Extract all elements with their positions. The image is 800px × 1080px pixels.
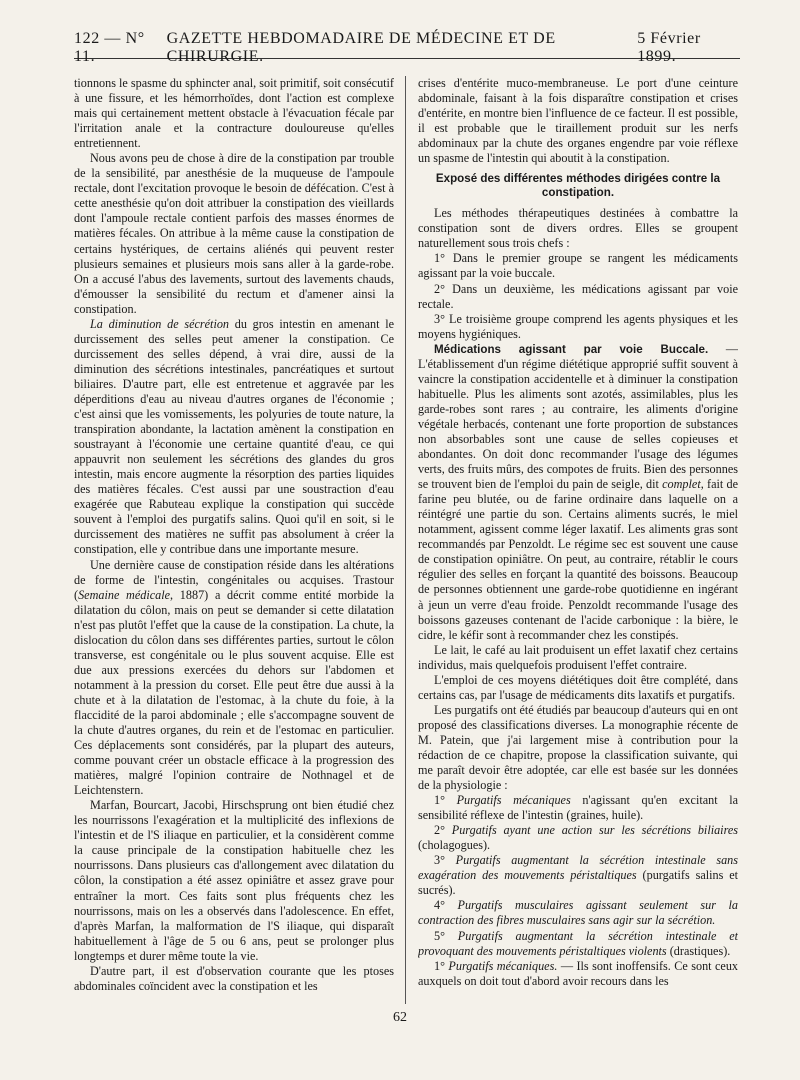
column-divider (405, 76, 406, 1004)
item-text: (cholagogues). (418, 838, 491, 853)
paragraph: D'autre part, il est d'observation courante que les ptoses abdominales coïncident avec la constipation et les (74, 963, 394, 993)
list-item: 1° Dans le premier groupe se rangent les médicaments agissant par la voie buccale. (418, 251, 738, 281)
left-column (74, 76, 394, 1004)
item-number: 1° (434, 958, 449, 973)
running-header (74, 30, 740, 65)
run-in-heading: Médications agissant par voie Buccale. (434, 342, 709, 356)
italic-phrase: Purgatifs mécaniques. (448, 958, 558, 973)
paragraph (74, 558, 394, 799)
paragraph-text: , fait de farine peu blutée, ou de farine ordinaire dans laquelle on a réintégré une partie du son. Certains aliments sucrés, le miel notamment, agissent comme léger laxatif. Les aliments gras sont recommandés par Penzoldt. Le régime sec est souvent une cause de constipation opiniâtre. On peut, au contraire, rétablir le cours régulier des selles en forçant la quantité des boissons. Beaucoup de personnes obtiennent une garde-robe quotidienne en ingérant à jeun un verre d'eau froide. Penzoldt recommande l'usage des boissons gazeuses contenant de l'acide carbonique : la bière, le cidre, le kéfir sont à recommander chez les constipés. (418, 477, 738, 642)
section-heading: Exposé des différentes méthodes dirigées contre la constipation. (435, 172, 721, 200)
paragraph (418, 342, 738, 643)
issue-date: 5 Février 1899. (637, 30, 701, 65)
classification-item (418, 793, 738, 823)
classification-item (418, 959, 738, 989)
item-text: (purgatifs salins et sucrés). (418, 868, 738, 898)
classification-item (418, 929, 738, 959)
item-text: — Ils sont inoffensifs. Ce sont ceux auxquels on doit tout d'abord avoir recours dans les (418, 958, 738, 988)
list-item: 3° Le troisième groupe comprend les agents physiques et les moyens hygiéniques. (418, 311, 738, 341)
italic-phrase: complet (662, 477, 701, 492)
page-folio: 62 (393, 1010, 407, 1025)
item-number: 3° (434, 853, 456, 868)
list-item: 2° Dans un deuxième, les médications agissant par voie rectale. (418, 281, 738, 311)
paragraph-text: — L'établissement d'un régime diététique approprié suffit souvent à vaincre la constipation accidentelle et à diminuer la constipation habituelle. Plus les aliments sont azotés, assimilables, plus les garde-robes sont rares ; au contraire, les aliments d'origine végétale herbacés, contenant une forte proportion de substances non absorbables sont une cause de selles copieuses et abondantes. On doit donc recommander l'usage des légumes verts, des fruits mûrs, des compotes de fruits. Bien des personnes se trouvent bien de l'emploi du pain de seigle, dit (418, 341, 738, 492)
paragraph: Le lait, le café au lait produisent un effet laxatif chez certains individus, mais quelquefois produisent l'effet contraire. (418, 642, 738, 672)
paragraph: Les méthodes thérapeutiques destinées à combattre la constipation sont de divers ordres. Elles se groupent naturellement sous trois chefs : (418, 206, 738, 251)
classification-item (418, 898, 738, 928)
italic-phrase: Purgatifs augmentant la sécrétion intestinale et provoquant des mouvements péristaltiques violents (418, 928, 738, 958)
paragraph: Nous avons peu de chose à dire de la constipation par trouble de la sensibilité, par anesthésie de la muqueuse de l'ampoule rectale, dont l'excitation provoque le besoin de défécation. C'est à cette anesthésie qu'on doit attribuer la constipation des vieillards dont l'ampoule rectale contient parfois des masses énormes de matières fécales. On attribue à la même cause la constipation de certains hystériques, de certains aliénés qui peuvent rester plusieurs semaines et plusieurs mois sans aller à la garde-robe. On a accusé l'abus des lavements, surtout des lavements chauds, d'émousser la sensibilité du rectum et d'amener ainsi la constipation. (74, 151, 394, 316)
paragraph: Marfan, Bourcart, Jacobi, Hirschsprung ont bien étudié chez les nourrissons l'exagération et la multiplicité des inflexions de l'intestin et de l'S iliaque en particulier, et la considèrent comme la cause principale de la constipation habituelle chez les nourrissons. Dans plusieurs cas d'allongement avec dilatation du côlon, la constipation a été assez opiniâtre et assez grave pour entraîner la mort. Ces faits sont plus fréquents chez les nourrissons, mais on les a observés dans l'adolescence. En effet, d'après Marfan, la malformation de l'S iliaque, qui disparaît habituellement à l'âge de 5 ou 6 ans, peut se prolonger plus longtemps et durer même toute la vie. (74, 798, 394, 963)
paragraph-text: du gros intestin en amenant le durcissement des selles peut amener la constipation. Ce durcissement des selles dépend, à vrai dire, aussi de la diminution des sécrétions intestinales, pancréatiques et surtout biliaires. D'autre part, elle est entretenue et aggravée par les déperditions d'eau au niveau d'autres organes de l'économie ; c'est ainsi que les vomissements, les polyuries de toute nature, la transpiration abondante, la lactation amènent la constipation en soustrayant à l'économie une certaine quantité d'eau, ce qui appauvrit non seulement les sécrétions des glandes du gros intestin, mais encore augmente la résorption des parties liquides des matières fécales. C'est aussi par une soustraction d'eau exagérée que Rabuteau explique la constipation qui succède souvent à l'emploi des purgatifs salins. Quoi qu'il en soit, si le durcissement des matières ne suffit pas absolument à créer la constipation, elle y contribue dans une importante mesure. (74, 316, 394, 557)
italic-phrase: La diminution de sécrétion (90, 316, 230, 331)
paragraph: Les purgatifs ont été étudiés par beaucoup d'auteurs qui en ont proposé des classifications diverses. La monographie récente de M. Patein, que j'ai largement mise à contribution pour la rédaction de ce chapitre, propose la classification suivante, qui me paraît devoir être adoptée, car elle est basée sur les données de la physiologie : (418, 702, 738, 793)
italic-phrase: Purgatifs musculaires agissant seulement sur la contraction des fibres musculaires sans agir sur la sécrétion. (418, 898, 738, 928)
classification-item (418, 823, 738, 853)
italic-phrase: Purgatifs mécaniques (456, 793, 571, 808)
item-number: 1° (434, 793, 457, 808)
paragraph: L'emploi de ces moyens diététiques doit être complété, dans certains cas, par l'usage de médicaments dits laxatifs et purgatifs. (418, 672, 738, 702)
item-number: 5° (434, 928, 458, 943)
journal-title: GAZETTE HEBDOMADAIRE DE MÉDECINE ET DE CHIRURGIE. (166, 30, 556, 65)
italic-phrase: Purgatifs augmentant la sécrétion intestinale sans exagération des mouvements péristaltiques (418, 853, 738, 883)
page-number: 122 — N° 11. (74, 30, 145, 65)
paragraph-text: Une dernière cause de constipation réside dans les altérations de forme de l'intestin, congénitales ou acquises. Trastour ( (74, 557, 394, 602)
item-number: 4° (434, 898, 458, 913)
right-column (418, 76, 738, 1004)
classification-item (418, 853, 738, 898)
item-text: (drastiques). (666, 943, 731, 958)
paragraph: crises d'entérite muco-membraneuse. Le port d'une ceinture abdominale, faisant à la fois disparaître constipation et crises d'entérite, en montre bien l'influence de ce facteur. Il est possible, il est probable que le tiraillement produit sur les nerfs abdominaux par la chute des organes engendre par voie réflexe un spasme de l'intestin qui aboutit à la constipation. (418, 76, 738, 166)
item-text: n'agissant qu'en excitant la sensibilité réflexe de l'intestin (graines, huile). (418, 793, 738, 823)
italic-phrase: Purgatifs ayant une action sur les sécrétions biliaires (451, 823, 738, 838)
italic-phrase: Semaine médicale (78, 587, 171, 602)
paragraph: tionnons le spasme du sphincter anal, soit primitif, soit consécutif à une fissure, et les hémorrhoïdes, dont l'action est complexe mais qui certainement mettent obstacle à l'évacuation fécale par l'irritation anale et la contracture douloureuse qu'elles entretiennent. (74, 76, 394, 151)
paragraph-text: , 1887) a décrit comme entité morbide la dilatation du côlon, mais on peut se demander si cette dilatation n'est pas plutôt l'effet que la cause de la constipation. La chute, la dislocation du côlon dans ses différentes parties, surtout le côlon transverse, est congénitale ou le plus souvent acquise. Elle est due aux pressions exercées du dehors sur l'abdomen et notamment à la pression du corset. Elle peut être due aussi à la chute et à la dilatation de l'estomac, à la chute du foie, à la flaccidité de la paroi abdominale ; elle s'accompagne souvent de la chute d'autres organes, du rein et de l'estomac en particulier. Ces déplacements sont considérés, par la plupart des auteurs, comme pouvant créer un obstacle efficace à la progression des matières, malgré l'opinion contraire de Nothnagel et de Leichtenstern. (74, 587, 394, 798)
item-number: 2° (434, 823, 452, 838)
paragraph (74, 317, 394, 558)
